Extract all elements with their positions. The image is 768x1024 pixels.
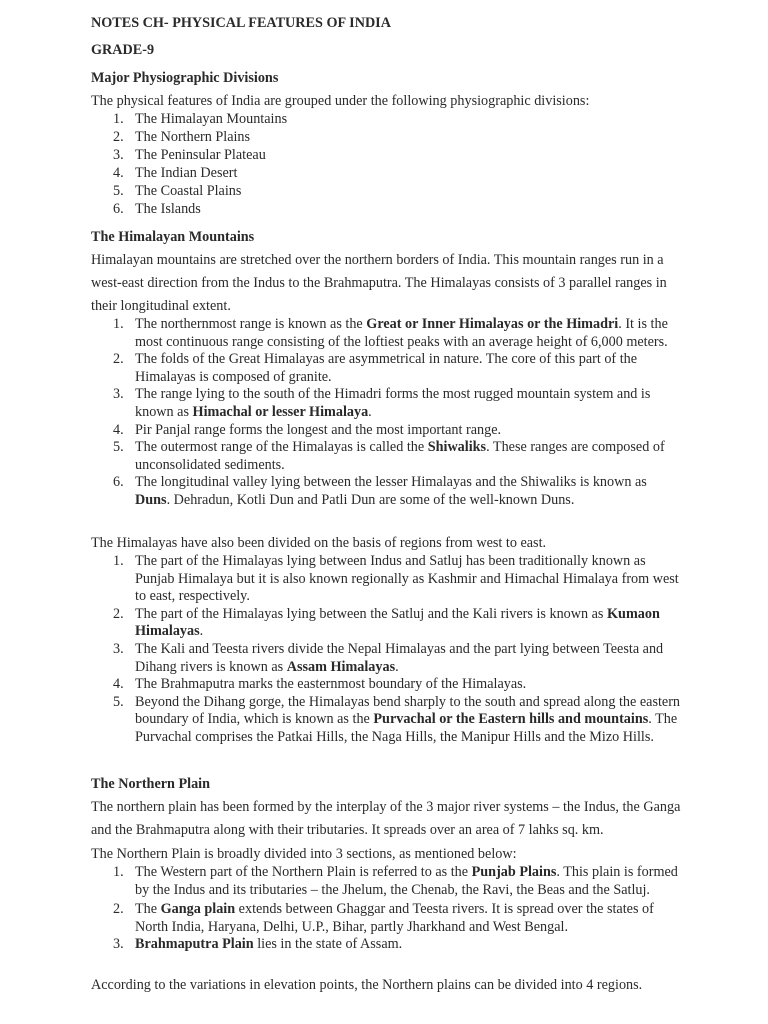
list-item-text: . <box>199 623 204 640</box>
list-item-text: The Coastal Plains <box>135 183 242 199</box>
list-item-bold: Assam Himalayas <box>286 658 396 675</box>
list-item <box>91 439 681 474</box>
grade-label: GRADE-9 <box>91 42 155 58</box>
list-number: 3. <box>113 147 124 163</box>
list-item-text: The Islands <box>135 201 201 217</box>
list-item-bold: Kumaon Himalayas <box>135 605 660 640</box>
list-number: 2. <box>113 901 124 918</box>
list-number: 2. <box>113 605 124 622</box>
list-item <box>91 694 681 747</box>
list-item <box>91 641 681 676</box>
list-number: 5. <box>113 693 124 710</box>
list-item-text: lies in the state of Assam. <box>253 936 403 953</box>
list-item-bold: Punjab Plains <box>471 864 557 880</box>
plain-heading: The Northern Plain <box>91 776 211 792</box>
list-item-text: The Kali and Teesta rivers divide the Nepal Himalayas and the part lying between Teesta and Dihang rivers is known as <box>135 640 664 675</box>
list-number: 4. <box>113 165 124 181</box>
list-item <box>91 553 681 606</box>
list-item <box>91 936 681 954</box>
list-item-text: The range lying to the south of the Himadri forms the most rugged mountain system and is known as <box>135 386 651 420</box>
list-item-text: The Peninsular Plateau <box>135 147 266 163</box>
list-item <box>91 386 681 421</box>
list-number: 4. <box>113 421 124 438</box>
list-item <box>91 422 681 440</box>
list-number: 5. <box>113 183 124 199</box>
himalaya-intro: Himalayan mountains are stretched over the northern borders of India. This mountain ranges run in a west-east direction from the Indus to the Brahmaputra. The Himalayas consists of 3 parallel ranges in their longitudinal extent. <box>91 252 667 314</box>
list-item-text: The folds of the Great Himalayas are asymmetrical in nature. The core of this part of the Himalayas is composed of granite. <box>135 351 638 385</box>
plain-sections-intro: The Northern Plain is broadly divided into 3 sections, as mentioned below: <box>91 846 517 862</box>
himalaya-regions-list <box>91 553 691 747</box>
list-item-text: . The Purvachal comprises the Patkai Hills, the Naga Hills, the Manipur Hills and the Mizo Hills. <box>135 711 678 745</box>
list-number: 5. <box>113 439 124 456</box>
list-item-bold: Brahmaputra Plain <box>135 936 254 953</box>
regions-intro: The Himalayas have also been divided on the basis of regions from west to east. <box>91 535 547 551</box>
list-item-text: The Indian Desert <box>135 165 238 181</box>
list-item-text: The part of the Himalayas lying between Indus and Satluj has been traditionally known as Punjab Himalaya but it is also known regionally as Kashmir and Himachal Himalaya from west to east, respectively. <box>135 553 679 605</box>
divisions-intro: The physical features of India are grouped under the following physiographic divisions: <box>91 93 590 109</box>
plain-intro: The northern plain has been formed by the interplay of the 3 major river systems – the Indus, the Ganga and the Brahmaputra along with their tributaries. It spreads over an area of 7 lahks sq. km. <box>91 799 681 838</box>
himalaya-heading: The Himalayan Mountains <box>91 229 255 245</box>
list-number: 3. <box>113 936 124 953</box>
plain-sections-list <box>91 864 691 954</box>
list-item <box>91 146 681 164</box>
list-item-text: . It is the most continuous range consisting of the loftiest peaks with an average height of 6,000 meters. <box>135 316 668 350</box>
list-item-text: The <box>135 901 161 918</box>
list-item-text: The northernmost range is known as the <box>135 316 367 332</box>
list-number: 1. <box>113 553 124 569</box>
list-item <box>91 200 681 218</box>
list-item-text: The Western part of the Northern Plain is referred to as the <box>135 864 472 880</box>
list-item <box>91 474 681 509</box>
list-item-text: The outermost range of the Himalayas is called the <box>135 439 428 456</box>
list-number: 2. <box>113 129 124 145</box>
divisions-heading: Major Physiographic Divisions <box>91 70 279 86</box>
list-number: 2. <box>113 351 124 368</box>
list-item <box>91 164 681 182</box>
list-item-bold: Shiwaliks <box>427 439 487 456</box>
page-title: NOTES CH- PHYSICAL FEATURES OF INDIA <box>91 15 391 31</box>
list-item <box>91 182 681 200</box>
list-item <box>91 351 681 386</box>
plain-outro: According to the variations in elevation points, the Northern plains can be divided into 4 regions. <box>91 977 643 993</box>
list-number: 6. <box>113 201 124 217</box>
list-item-text: . <box>395 658 399 675</box>
list-item-text: . <box>368 403 372 420</box>
list-number: 1. <box>113 864 124 880</box>
list-number: 4. <box>113 676 124 693</box>
list-item-text: The Northern Plains <box>135 129 251 145</box>
list-item-bold: Duns <box>135 491 167 508</box>
list-item <box>91 901 681 936</box>
list-number: 6. <box>113 474 124 491</box>
list-number: 1. <box>113 316 124 332</box>
divisions-list <box>91 110 691 218</box>
list-item <box>91 676 681 694</box>
list-item-text: extends between Ghaggar and Teesta rivers. It is spread over the states of North India, Haryana, Delhi, U.P., Bihar, partly Jharkhand and West Bengal. <box>135 901 654 935</box>
list-item <box>91 110 681 128</box>
list-item-bold: Great or Inner Himalayas or the Himadri <box>366 316 619 332</box>
list-number: 3. <box>113 640 124 657</box>
list-item-text: . Dehradun, Kotli Dun and Patli Dun are some of the well-known Duns. <box>166 491 575 508</box>
list-item-bold: Himachal or lesser Himalaya <box>192 403 369 420</box>
himalaya-ranges-list <box>91 316 691 510</box>
list-item-bold: Purvachal or the Eastern hills and mountains <box>373 711 649 728</box>
list-number: 1. <box>113 111 124 127</box>
list-item <box>91 864 681 899</box>
list-item-text: The Himalayan Mountains <box>135 111 288 127</box>
list-item-text: The longitudinal valley lying between the lesser Himalayas and the Shiwaliks is known as <box>135 474 647 491</box>
list-number: 3. <box>113 386 124 403</box>
list-item-bold: Ganga plain <box>160 901 236 918</box>
list-item-text: . These ranges are composed of unconsolidated sediments. <box>135 439 665 473</box>
list-item-text: The Brahmaputra marks the easternmost boundary of the Himalayas. <box>135 676 527 693</box>
list-item-text: Beyond the Dihang gorge, the Himalayas bend sharply to the south and spread along the eastern boundary of India, which is known as the <box>135 693 681 728</box>
list-item-text: The part of the Himalayas lying between the Satluj and the Kali rivers is known as <box>135 605 608 622</box>
list-item <box>91 128 681 146</box>
list-item <box>91 606 681 641</box>
list-item-text: Pir Panjal range forms the longest and the most important range. <box>135 421 502 438</box>
list-item <box>91 316 681 351</box>
list-item-text: . This plain is formed by the Indus and its tributaries – the Jhelum, the Chenab, the Ravi, the Beas and the Satluj. <box>135 864 678 898</box>
